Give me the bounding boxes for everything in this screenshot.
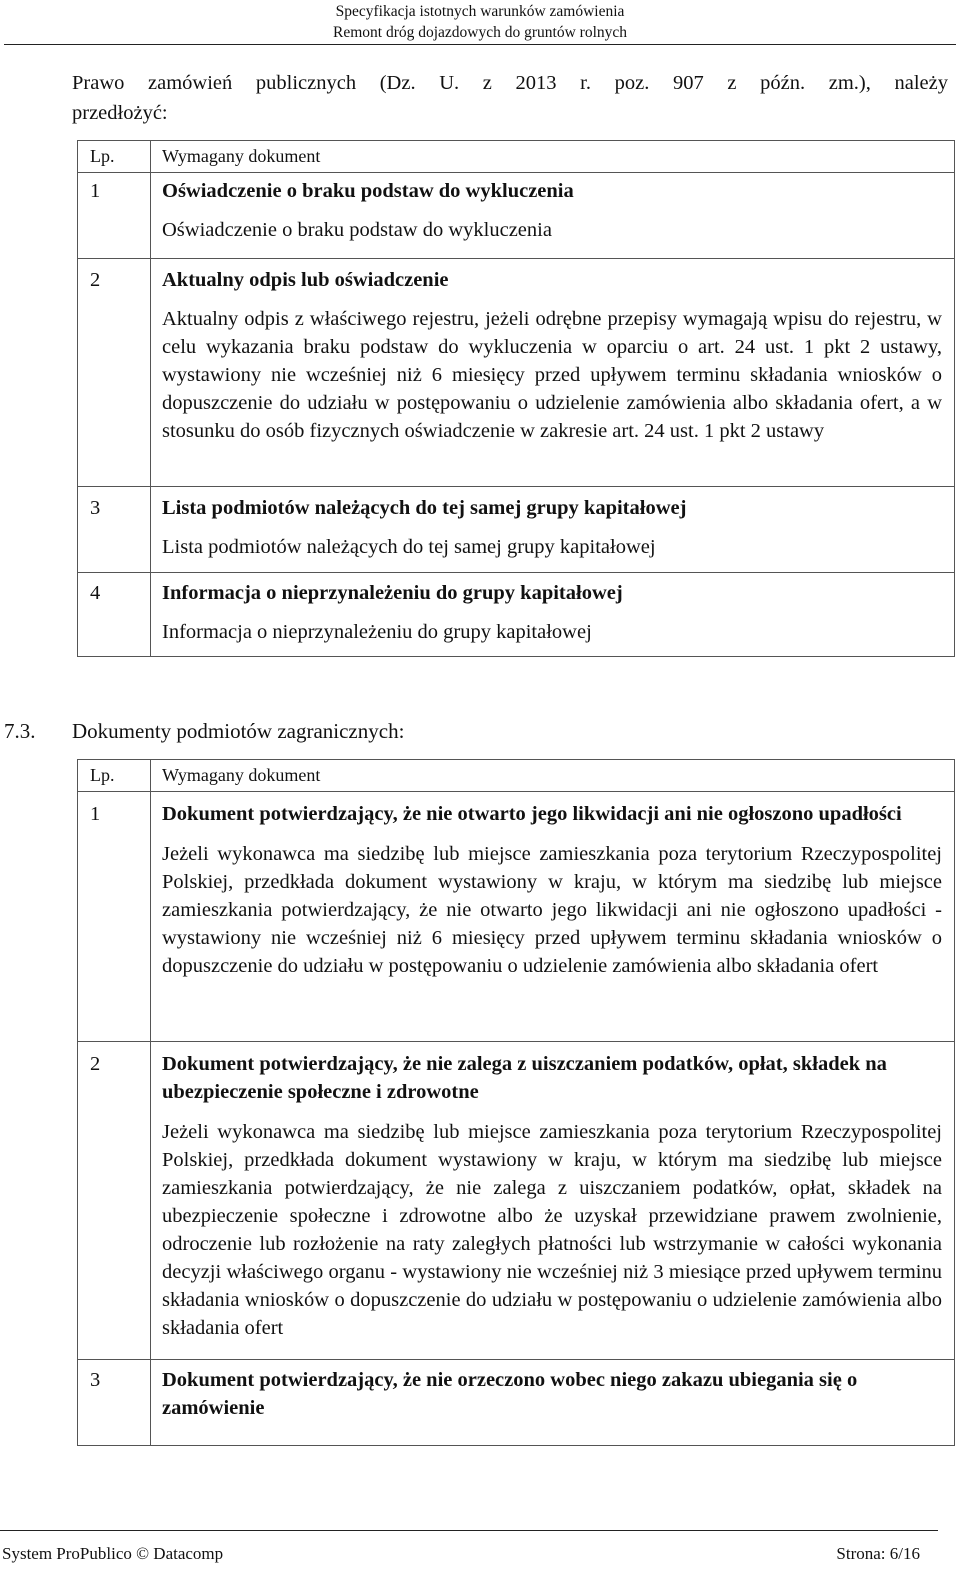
row-number: 1 [90,180,101,202]
table-row [78,173,955,259]
column-header-document: Wymagany dokument [151,760,955,792]
footer-divider [0,1530,938,1531]
document-title: Lista podmiotów należących do tej samej grupy kapitałowej [162,497,687,519]
document-title: Dokument potwierdzający, że nie zalega z uiszczaniem podatków, opłat, składek na ubezpieczenie społeczne i zdrowotne [162,1053,887,1103]
document-title: Oświadczenie o braku podstaw do wykluczenia [162,180,574,202]
document-description: Aktualny odpis z właściwego rejestru, jeżeli odrębne przepisy wymagają wpisu do rejestru, w celu wykazania braku podstaw do wykluczenia w oparciu o art. 24 ust. 1 pkt 2 ustawy, wystawiony nie wcześniej niż 6 miesięcy przed upływem terminu składania wniosków o dopuszczenie do udziału w postępowaniu o udzielenie zamówienia albo składania ofert, a w stosunku do osób fizycznych oświadczenie w zakresie art. 24 ust. 1 pkt 2 ustawy [162,308,942,442]
footer-page-number: Strona: 6/16 [836,1544,920,1563]
foreign-documents-table [77,759,955,1446]
document-description: Jeżeli wykonawca ma siedzibę lub miejsce zamieszkania poza terytorium Rzeczypospolitej Polskiej, przedkłada dokument wystawiony w kraju, w którym ma siedzibę lub miejsce zamieszkania potwierdzający, że nie zalega z uiszczaniem podatków, opłat, składek na ubezpieczenie społeczne i zdrowotne albo że uzyskał przewidziane prawem zwolnienie, odroczenie lub rozłożenie na raty zaległych płatności lub wstrzymanie w całości wykonania decyzji właściwego organu - wystawiony nie wcześniej niż 3 miesiące przed upływem terminu składania wniosków o dopuszczenie do udziału w postępowaniu o udzielenie zamówienia albo składania ofert [162,1121,942,1339]
document-description: Lista podmiotów należących do tej samej grupy kapitałowej [162,536,656,558]
table-row [78,573,955,657]
document-description: Informacja o nieprzynależeniu do grupy kapitałowej [162,621,592,643]
required-documents-table [77,140,955,657]
intro-line-2: przedłożyć: [72,102,168,124]
section-title: Dokumenty podmiotów zagranicznych: [72,719,405,743]
row-number: 3 [90,497,101,519]
table-row [78,1360,955,1446]
header-subtitle: Remont dróg dojazdowych do gruntów rolnych [332,24,627,41]
intro-line-1: Prawo zamówień publicznych (Dz. U. z 2013 r. poz. 907 z późn. zm.), należy [72,72,948,94]
column-header-document: Wymagany dokument [151,141,955,173]
document-title: Aktualny odpis lub oświadczenie [162,269,449,291]
table-row [78,487,955,573]
table-header-row [78,760,955,792]
footer-system-name: System ProPublico © Datacomp [2,1544,224,1563]
row-number: 4 [90,582,101,604]
row-number: 3 [90,1369,101,1391]
document-description: Oświadczenie o braku podstaw do wykluczenia [162,219,552,241]
row-number: 1 [90,803,101,825]
column-header-lp: Lp. [78,141,151,173]
header-divider [4,44,956,45]
table-row [78,1042,955,1360]
header-title: Specyfikacja istotnych warunków zamówienia [335,3,625,20]
row-number: 2 [90,1053,101,1075]
row-number: 2 [90,269,101,291]
page-header [0,0,960,47]
column-header-lp: Lp. [78,760,151,792]
section-number: 7.3. [4,719,36,743]
document-title: Dokument potwierdzający, że nie orzeczono wobec niego zakazu ubiegania się o zamówienie [162,1369,858,1419]
table-row [78,792,955,1042]
table-header-row [78,141,955,173]
document-description: Jeżeli wykonawca ma siedzibę lub miejsce zamieszkania poza terytorium Rzeczypospolitej Polskiej, przedkłada dokument wystawiony w kraju, w którym ma siedzibę lub miejsce zamieszkania potwierdzający, że nie otwarto jego likwidacji ani nie ogłoszono upadłości - wystawiony nie wcześniej niż 6 miesięcy przed upływem terminu składania wniosków o dopuszczenie do udziału w postępowaniu o udzielenie zamówienia albo składania ofert [162,843,942,977]
table-row [78,259,955,487]
document-title: Dokument potwierdzający, że nie otwarto jego likwidacji ani nie ogłoszono upadłości [162,803,902,825]
document-title: Informacja o nieprzynależeniu do grupy kapitałowej [162,582,623,604]
